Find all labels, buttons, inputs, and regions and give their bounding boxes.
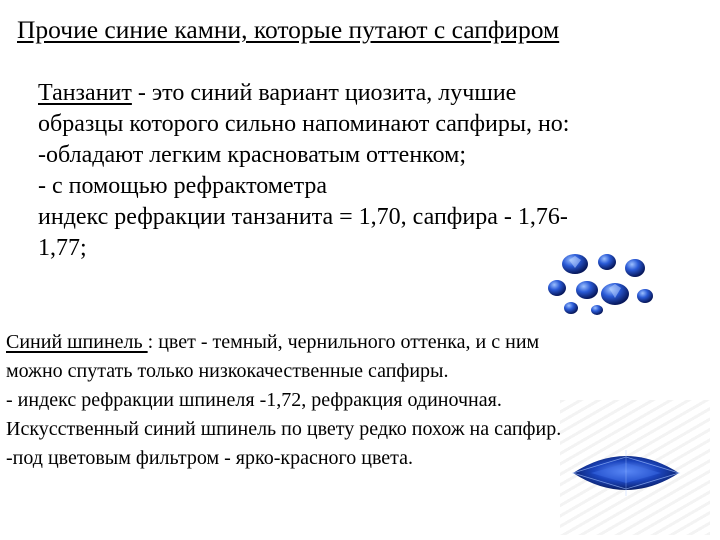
spinel-line: -под цветовым фильтром - ярко-красного цвета. <box>6 447 414 469</box>
gem-cluster-icon <box>535 238 665 318</box>
spinel-line: Искусственный синий шпинель по цвету редко похож на сапфир. <box>6 418 562 440</box>
spinel-term: Синий шпинель <box>6 331 148 353</box>
gem-icon <box>548 254 653 315</box>
tanzanite-line: индекс рефракции танзанита = 1,70, сапфира - 1,76- <box>38 204 568 230</box>
spinel-line: Синий шпинель : цвет - темный, чернильного оттенка, и с ним <box>6 331 540 353</box>
tanzanite-line: -обладают легким красноватым оттенком; <box>38 142 467 168</box>
spinel-line: можно спутать только низкокачественные сапфиры. <box>6 360 449 382</box>
tanzanite-line: - с помощью рефрактометра <box>38 173 328 199</box>
tanzanite-line: 1,77; <box>38 235 87 261</box>
slide-title: Прочие синие камни, которые путают с сапфиром <box>17 15 560 44</box>
marquise-gem-icon <box>571 447 681 499</box>
tanzanite-paragraph <box>38 78 698 264</box>
tanzanite-term: Танзанит <box>38 80 132 106</box>
tanzanite-line: образцы которого сильно напоминают сапфиры, но: <box>38 111 570 137</box>
spinel-line: - индекс рефракции шпинеля -1,72, рефракция одиночная. <box>6 389 502 411</box>
tanzanite-line: Танзанит - это синий вариант циозита, лучшие <box>38 80 517 106</box>
